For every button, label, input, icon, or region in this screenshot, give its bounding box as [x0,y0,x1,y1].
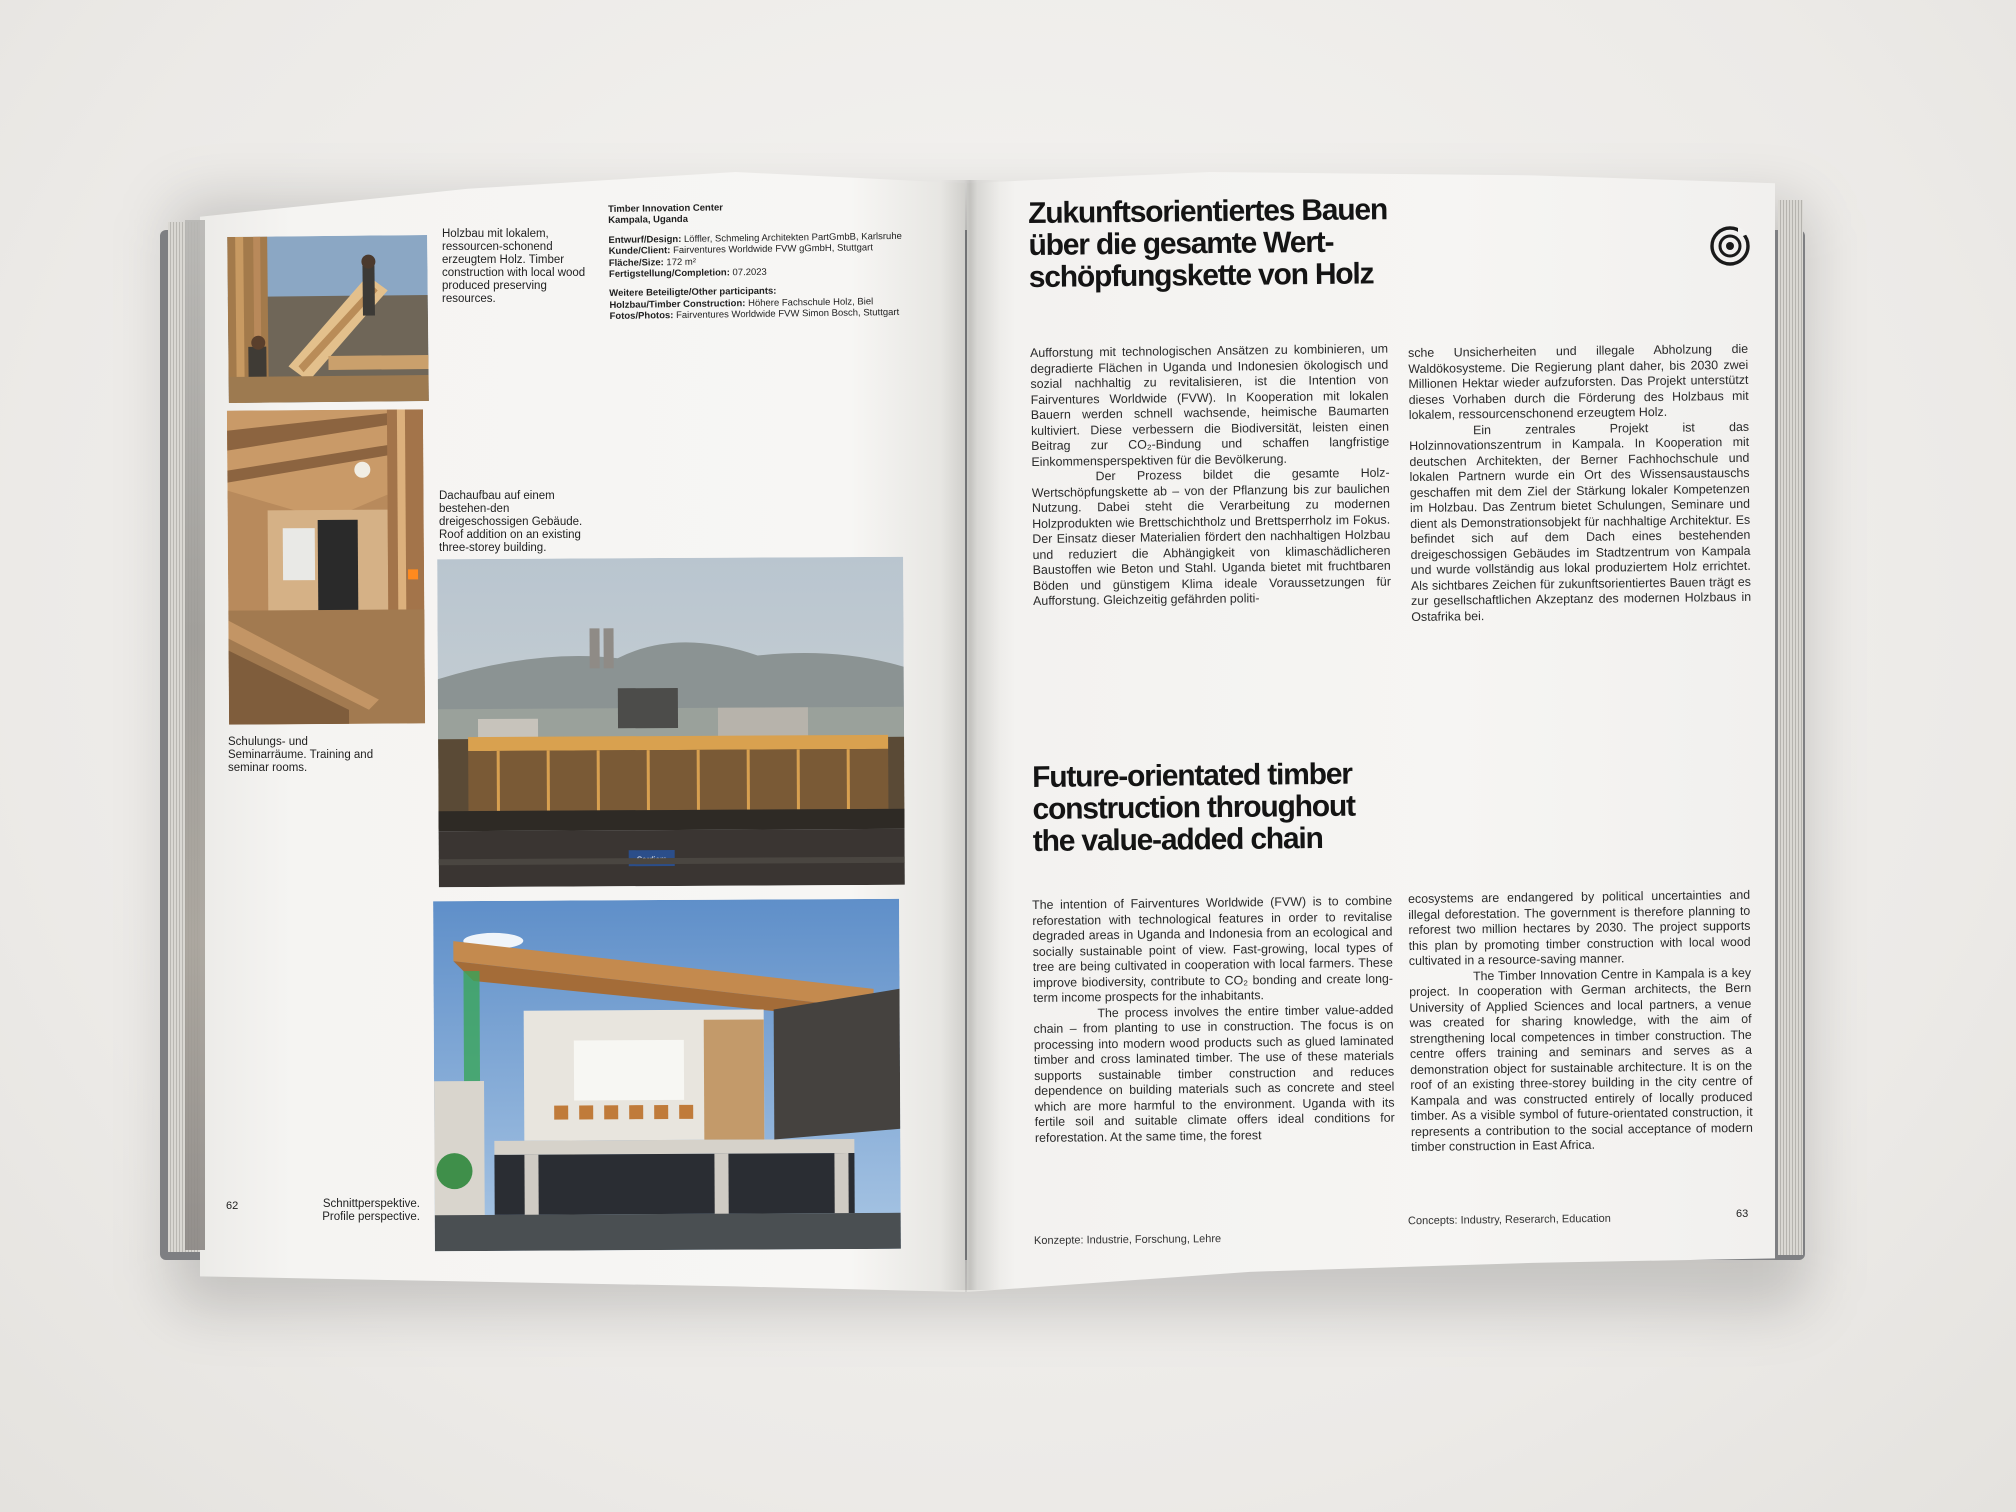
timber-label: Holzbau/Timber Construction: [609,297,746,311]
photo-timber-construction [227,235,429,403]
photo-kampala-rooftop [437,557,905,887]
caption-photo-4: Schnittperspektive. Profile perspective. [322,1198,420,1223]
german-title: Zukunftsorientiertes Bauen über die gesamte Wert-schöpfungskette von Holz [1027,193,1388,294]
en-col2-para-1: ecosystems are endangered by political uncertainties and illegal deforestation. The government is therefore planning to reforest two million hectares by 2030. The project supports this plan by promoting timber construction with local wood cultivated in a resource-saving manner. [1408,887,1751,968]
size-value: 172 m² [666,256,697,268]
target-circle-icon [1708,224,1752,268]
design-label: Entwurf/Design: [608,233,682,246]
english-text-col-1 [1032,894,1395,1146]
photos-label: Fotos/Photos: [609,310,674,323]
footer-english: Concepts: Industry, Reserarch, Education [1407,1212,1611,1228]
caption-photo-2: Dachaufbau auf einem bestehen-den dreigeschossigen Gebäude. Roof addition on an existing three-storey building. [439,490,583,554]
page-number-right: 63 [1736,1208,1749,1220]
de-col2-para-2: Ein zentrales Projekt ist das Holzinnovationszentrum in Kampala. In Kooperation mit deutschen Architekten, der Berner Fachhochschule und lokalen Partnern wurde ein Ort des Wissensaustauschs geschaffen mit dem Ziel der Stärkung lokaler Kompetenzen im Holzbau. Das Zentrum bietet Schulungen, Seminare und dient als Demonstrationsobjekt für nachhaltige Architektur. Es befindet sich auf dem Dach eines bestehenden dreigeschossigen Gebäudes im Stadtzentrum von Kampala und wurde vollständig aus lokal produziertem Holz errichtet. Als sichtbares Zeichen für zukunftsorientiertes Bauen trägt es zur gesellschaftlichen Akzeptanz des modernen Holzbaus in Ostafrika bei. [1409,419,1752,624]
en-col2-para-2: The Timber Innovation Centre in Kampala is a key project. In cooperation with German architects, the Bern University of Applied Sciences and local partners, a venue was created for sharing knowledge, with the aim of strengthening local competences in timber construction. The centre offers training and seminars and serves as a demonstration object for sustainable architecture. It is on the roof of an existing three-storey building in the city centre of Kampala and was constructed entirely of locally produced timber. As a visible symbol of future-orientated construction, it represents a contribution to the social acceptance of modern timber construction in East Africa. [1409,965,1753,1154]
english-text-col-2 [1408,888,1753,1156]
photo-seminar-room [227,409,425,724]
footer-german: Konzepte: Industrie, Forschung, Lehre [1033,1233,1222,1247]
english-title: Future-orientated timber construction throughout the value-added chain [1031,757,1355,858]
completion-value: 07.2023 [732,266,767,279]
client-label: Kunde/Client: [608,245,671,258]
en-col1-para-2: The process involves the entire timber value-added chain – from planting to use in construction. The focus is on processing into modern wood products such as glued laminated timber and cross laminated timber. The use of these materials supports sustainable timber construction and reduces dependence on building materials such as concrete and steel which are more harmful to the environment. Uganda with its fertile soil and suitable climate offers ideal conditions for reforestation. At the same time, the forest [1033,1002,1395,1145]
en-col1-para-1: The intention of Fairventures Worldwide (FVW) is to combine reforestation with technological features in order to revitalise degraded areas in Uganda and Indonesia from an ecological and socially sustainable point of view. Fast-growing, local types of tree are being cultivated in cooperation with local farmers. These improve biodiversity, contribute to CO₂ bonding and create long-term income prospects for the inhabitants. [1032,893,1394,1005]
timber-value: Höhere Fachschule Holz, Biel [747,296,874,309]
project-title: Timber Innovation Center [608,202,724,215]
caption-photo-3: Schulungs- und Seminarräume. Training and seminar rooms. [228,736,374,774]
right-page-edges [1778,200,1803,1255]
caption-photo-1: Holzbau mit lokalem, ressourcen-schonend erzeugtem Holz. Timber construction with local wood produced preserving resources. [442,228,586,305]
project-location: Kampala, Uganda [608,214,689,227]
german-text-col-1 [1030,342,1391,610]
photo-section-perspective [433,899,901,1251]
left-page-edge-strip [185,220,205,1250]
german-text-col-2 [1408,342,1751,625]
design-value: Löffler, Schmeling Architekten PartGmbB, Karlsruhe [683,230,902,245]
participants-label: Weitere Beteiligte/Other participants: [609,286,777,300]
de-col1-para-1: Aufforstung mit technologischen Ansätzen zu kombinieren, um degradierte Flächen in Uganda und Indonesien ökologisch und sozial nachhaltig zu revitalisieren, ist die Intention von Fairventures Worldwide (FVW). In Kooperation mit lokalen Bauern werden schnell wachsende, heimische Baumarten kultiviert. Diese verbessern die Biodiversität, leisten einen Beitrag zur CO₂-Bindung und schaffen langfristige Einkommensperspektiven für die Bevölkerung. [1030,341,1390,469]
project-meta [608,200,910,323]
client-value: Fairventures Worldwide FVW gGmbH, Stuttgart [672,242,874,257]
completion-label: Fertigstellung/Completion: [608,267,730,281]
de-col1-para-2: Der Prozess bildet die gesamte Holz-Wertschöpfungskette ab – von der Pflanzung bis zur baulichen Nutzung. Dabei steht die Verarbeitung zu modernen Holzprodukten wie Brettschichtholz und Brettsperrholz im Fokus. Der Einsatz dieser Materialien fördert den nachhaltigen Holzbau und reduziert die Abhängigkeit von klimaschädlicheren Baustoffen wie Beton und Stahl. Uganda bietet mit fruchtbaren Böden und günstigem Klima ideale Voraussetzungen für Aufforstung. Gleichzeitig gefährden politi- [1031,465,1391,608]
page-number-left: 62 [226,1200,239,1212]
photos-value: Fairventures Worldwide FVW Simon Bosch, Stuttgart [675,307,900,322]
de-col2-para-1: sche Unsicherheiten und illegale Abholzung die Waldökosysteme. Die Regierung plant daher, bis 2030 zwei Millionen Hektar wieder aufzuforsten. Das Projekt unterstützt dieses Vorhaben durch die Förderung des Holzbaus mit lokalem, ressourcenschonend erzeugtem Holz. [1408,341,1749,422]
size-label: Fläche/Size: [608,256,664,269]
